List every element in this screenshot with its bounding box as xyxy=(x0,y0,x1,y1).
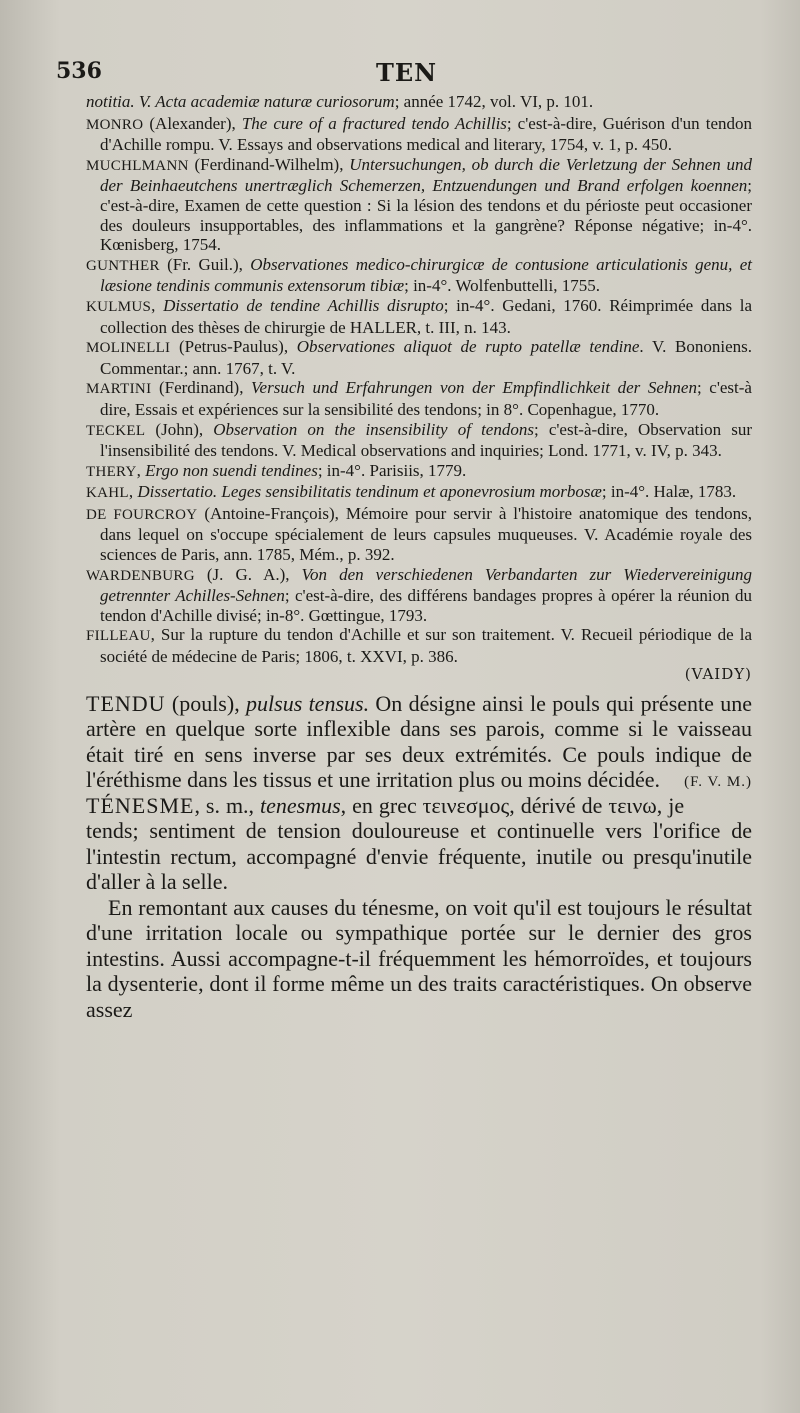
bibliography-entry xyxy=(86,378,752,419)
entry-details: . V. Bononiens. Commentar.; ann. 1767, t. V. xyxy=(100,337,752,378)
article-body: , en grec τεινεσμος, dérivé de τεινω, je tends; sentiment de tension douloureuse et continuelle vers l'orifice de l'intestin rectum, accompagné d'envie fréquente, inutile ou presqu'inutile d'aller à la selle. xyxy=(86,792,752,895)
running-title: TEN xyxy=(376,58,438,87)
headword-tendu: TENDU xyxy=(86,690,166,716)
bibliography-entry xyxy=(86,155,752,255)
entry-prefix: (Fr. Guil.), xyxy=(159,254,251,274)
article-lead: (pouls), xyxy=(165,690,247,716)
bibliography-entry xyxy=(86,565,752,626)
entry-details: ; in-4°. Halæ, 1783. xyxy=(601,482,737,502)
bibliography-entry xyxy=(86,337,752,378)
bibliography xyxy=(86,92,752,667)
bibliography-entry xyxy=(86,504,752,565)
entry-prefix: , xyxy=(128,482,138,502)
article-lead: , s. m., xyxy=(194,792,261,818)
entry-details: Sur la rupture du tendon d'Achille et sur son traitement. V. Recueil périodique de la société de médecine de Paris; 1806, t. XXVI, p. 386. xyxy=(100,625,753,667)
entry-details: ; c'est-à-dire, Examen de cette question : Si la lésion des tendons et du périoste peut occasioner des douleurs insupportables, des inflammations et la gangrène? Réponse négative; in-4°. Kœnisberg, 1754. xyxy=(100,176,752,255)
entry-author: KULMUS xyxy=(86,298,152,315)
entry-prefix: , xyxy=(151,295,164,315)
dictionary-articles xyxy=(86,691,752,1023)
bibliography-entry xyxy=(86,255,752,296)
entry-title: Observation on the insensibility of tendons xyxy=(213,419,534,439)
latin-term: tenesmus xyxy=(260,792,341,818)
entry-author: DE FOURCROY xyxy=(86,506,198,523)
entry-title: notitia. V. Acta academiæ naturæ curiosorum xyxy=(86,92,395,111)
entry-title: Observationes medico-chirurgicæ de contusione articulationis genu, et læsione tendinis communis extensorum tibiæ xyxy=(100,254,752,296)
entry-prefix: (Alexander), xyxy=(143,113,242,133)
running-head xyxy=(56,58,752,92)
entry-author: MARTINI xyxy=(86,381,152,398)
entry-title: The cure of a fractured tendo Achillis xyxy=(241,113,507,133)
headword-tenesme: TÉNESME xyxy=(86,792,195,818)
entry-author: MUCHLMANN xyxy=(86,157,189,174)
latin-term: pulsus tensus. xyxy=(246,690,370,716)
bibliography-entry xyxy=(86,420,752,461)
entry-details: ; in-4°. Parisiis, 1779. xyxy=(317,460,467,480)
entry-details: ; in-4°. Wolfenbuttelli, 1755. xyxy=(404,276,600,296)
entry-details: Mémoire pour servir à l'histoire anatomique des tendons, dans lequel on s'occupe spécialement de leurs capsules muqueuses. V. Académie royale des sciences de Paris, ann. 1785, Mém., p. 392. xyxy=(100,503,752,565)
entry-prefix: (J. G. A.), xyxy=(194,564,302,584)
entry-details: ; année 1742, vol. VI, p. 101. xyxy=(394,92,594,111)
bibliography-entry xyxy=(86,296,752,337)
entry-details: ; c'est-à dire, Essais et expériences sur la sensibilité des tendons; in 8°. Copenhague, 1770. xyxy=(100,378,752,419)
entry-author: THERY xyxy=(86,463,137,480)
bibliography-entry xyxy=(86,625,752,666)
bibliography-entry xyxy=(86,461,752,483)
entry-author: MOLINELLI xyxy=(86,340,171,357)
entry-title: Ergo non suendi tendines xyxy=(145,460,318,480)
entry-author: WARDENBURG xyxy=(86,567,195,584)
entry-prefix: (Ferdinand-Wilhelm), xyxy=(188,154,350,174)
entry-prefix: (Petrus-Paulus), xyxy=(170,337,297,357)
entry-prefix: (Antoine-François), xyxy=(197,503,346,523)
entry-prefix: (Ferdinand), xyxy=(151,378,252,398)
entry-prefix: , xyxy=(136,460,146,480)
entry-author: GUNTHER xyxy=(86,257,160,274)
bibliography-entry xyxy=(86,114,752,155)
entry-title: Observationes aliquot de rupto patellæ tendine xyxy=(296,337,640,357)
article-tendu xyxy=(86,691,752,793)
article-tenesme xyxy=(86,793,752,895)
entry-details: ; c'est-à-dire, Guérison d'un tendon d'Achille rompu. V. Essays and observations medical and literary, 1754, v. 1, p. 450. xyxy=(100,113,752,155)
article-tenesme-continuation: En remontant aux causes du ténesme, on voit qu'il est toujours le résultat d'une irritation locale ou sympathique portée sur le dernier des gros intestins. Aussi accompagne-t-il fréquemment les hémorroïdes, et toujours la dysenterie, dont il forme même un des traits caractéristiques. On observe assez xyxy=(86,894,752,1022)
entry-author: TECKEL xyxy=(86,422,146,439)
entry-author: KAHL xyxy=(86,485,129,502)
entry-details: ; c'est-à-dire, des différens bandages propres à opérer la réunion du tendon d'Achille divisé; in-8°. Gœttingue, 1793. xyxy=(100,586,752,625)
entry-details: ; in-4°. Gedani, 1760. Réimprimée dans la collection des thèses de chirurgie de HALLER, t. III, n. 143. xyxy=(100,295,753,337)
entry-prefix: , xyxy=(150,625,161,645)
article-signature: (F. V. M.) xyxy=(684,774,752,791)
entry-prefix: (John), xyxy=(145,419,214,439)
page-number: 536 xyxy=(56,58,102,84)
article-body: On désigne ainsi le pouls qui présente une artère en quelque sorte inflexible dans ses parois, comme si le vaisseau était tiré en sens inverse par ses deux extrémités. Ce pouls indique de l'éréthisme dans les tissus et une irritation plus ou moins décidée. xyxy=(86,690,752,793)
bibliography-entry xyxy=(86,92,752,114)
entry-details: ; c'est-à-dire, Observation sur l'insensibilité des tendons. V. Medical observations and inquiries; Lond. 1771, v. IV, p. 343. xyxy=(100,419,752,461)
entry-title: Dissertatio. Leges sensibilitatis tendinum et aponevrosium morbosæ xyxy=(137,482,602,502)
entry-title: Versuch und Erfahrungen von der Empfindlichkeit der Sehnen xyxy=(251,378,697,398)
bibliography-signature: (VAIDY) xyxy=(684,664,752,683)
entry-title: Untersuchungen, ob durch die Verletzung der Sehnen und der Beinhaeutchens unertræglich Schemerzen, Entzuendungen und Brand erfolgen koennen xyxy=(100,154,753,196)
entry-title: Von den verschiedenen Verbandarten zur Wiedervereinigung getrennter Achilles-Sehnen xyxy=(100,564,752,606)
entry-title: Dissertatio de tendine Achillis disrupto xyxy=(163,295,444,315)
bibliography-entry xyxy=(86,482,752,504)
entry-author: FILLEAU xyxy=(86,628,151,645)
entry-author: MONRO xyxy=(86,116,144,133)
